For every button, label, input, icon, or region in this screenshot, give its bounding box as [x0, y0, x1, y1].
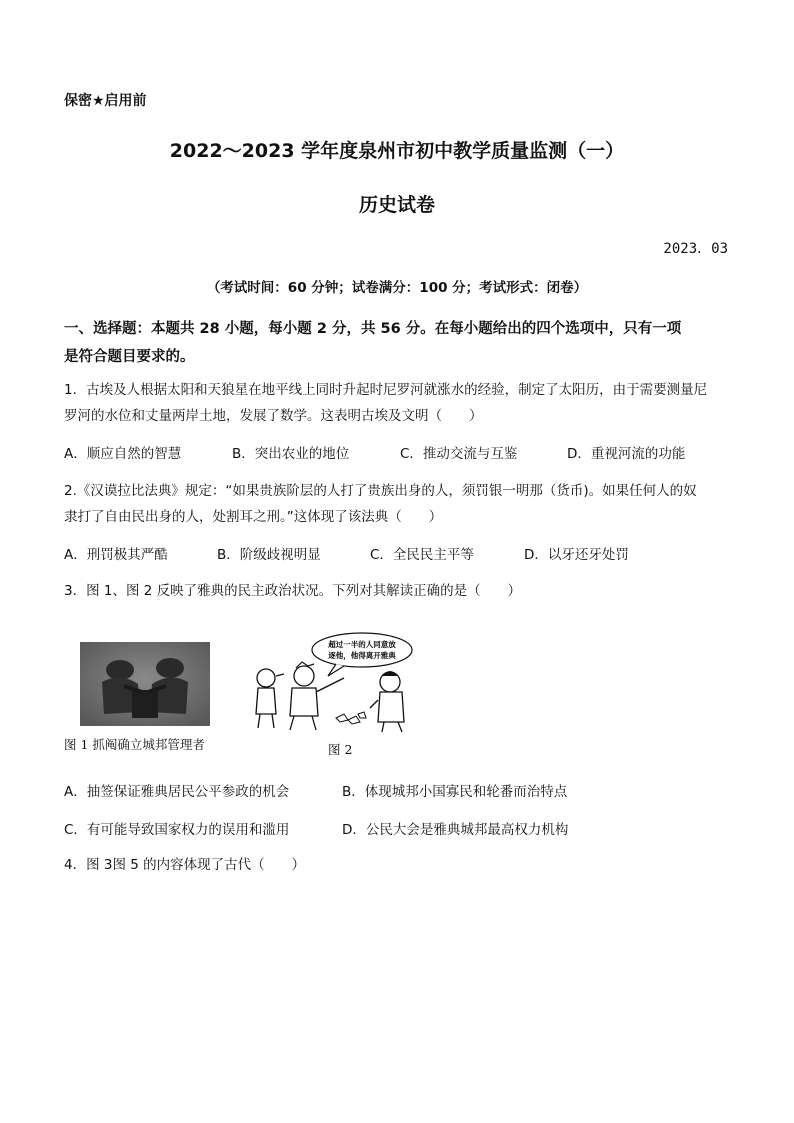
figure-1-image: [80, 642, 210, 726]
section-heading-line2: 是符合题目要求的。: [64, 349, 195, 365]
q3-option-a: A．抽签保证雅典居民公平参政的机会: [64, 784, 290, 800]
question-1-line1: 1．古埃及人根据太阳和天狼星在地平线上同时升起时尼罗河就涨水的经验，制定了太阳历，由于需要测量尼: [64, 382, 708, 398]
question-2: [64, 478, 734, 530]
q3-option-c: C．有可能导致国家权力的误用和滥用: [64, 822, 290, 838]
q2-option-a: A．刑罚极其严酷: [64, 547, 168, 563]
exam-date: 2023．03: [663, 241, 728, 257]
cartoon-bubble-line1: 超过一半的人同意放: [328, 640, 396, 649]
figure-2-caption: 图 2: [328, 742, 353, 757]
exam-title: 2022～2023 学年度泉州市初中教学质量监测（一）: [169, 140, 625, 162]
lottery-photo: [80, 642, 210, 726]
q2-option-c: C．全民民主平等: [370, 547, 474, 563]
question-3: [64, 578, 734, 604]
question-3-line1: 3．图 1、图 2 反映了雅典的民主政治状况。下列对其解读正确的是（ ）: [64, 583, 522, 599]
q1-option-a: A．顺应自然的智慧: [64, 446, 182, 462]
confidential-label: 保密★启用前: [64, 93, 147, 109]
q2-option-b: B．阶级歧视明显: [217, 547, 321, 563]
question-2-line2: 隶打了自由民出身的人，处割耳之刑。”这体现了该法典（ ）: [64, 509, 443, 525]
question-4-line1: 4．图 3图 5 的内容体现了古代（ ）: [64, 857, 306, 873]
section-heading-line1: 一、选择题：本题共 28 小题，每小题 2 分，共 56 分。在每小题给出的四个选项中，只有一项: [64, 321, 682, 337]
figure-1-caption: 图 1 抓阄确立城邦管理者: [64, 737, 205, 752]
question-2-line1: 2.《汉谟拉比法典》规定：“如果贵族阶层的人打了贵族出身的人，须罚银一明那（货币)。如果任何人的奴: [64, 483, 697, 499]
subject-title: 历史试卷: [358, 194, 435, 216]
question-1-line2: 罗河的水位和丈量两岸土地，发展了数学。这表明古埃及文明（ ）: [64, 408, 483, 424]
ostracism-cartoon: [244, 630, 416, 734]
section-heading: [64, 315, 734, 371]
figure-2-image: [244, 630, 416, 734]
exam-info: （考试时间：60 分钟；试卷满分：100 分；考试形式：闭卷）: [206, 280, 588, 296]
q3-option-b: B．体现城邦小国寡民和轮番而治特点: [342, 784, 568, 800]
q1-option-b: B．突出农业的地位: [232, 446, 350, 462]
q1-option-c: C．推动交流与互鉴: [400, 446, 518, 462]
q3-option-d: D．公民大会是雅典城邦最高权力机构: [342, 822, 569, 838]
cartoon-bubble-line2: 逐他，他得离开雅典: [328, 651, 396, 660]
q2-option-d: D．以牙还牙处罚: [524, 547, 629, 563]
question-1: [64, 377, 734, 429]
q1-option-d: D．重视河流的功能: [567, 446, 686, 462]
question-4: [64, 852, 734, 878]
